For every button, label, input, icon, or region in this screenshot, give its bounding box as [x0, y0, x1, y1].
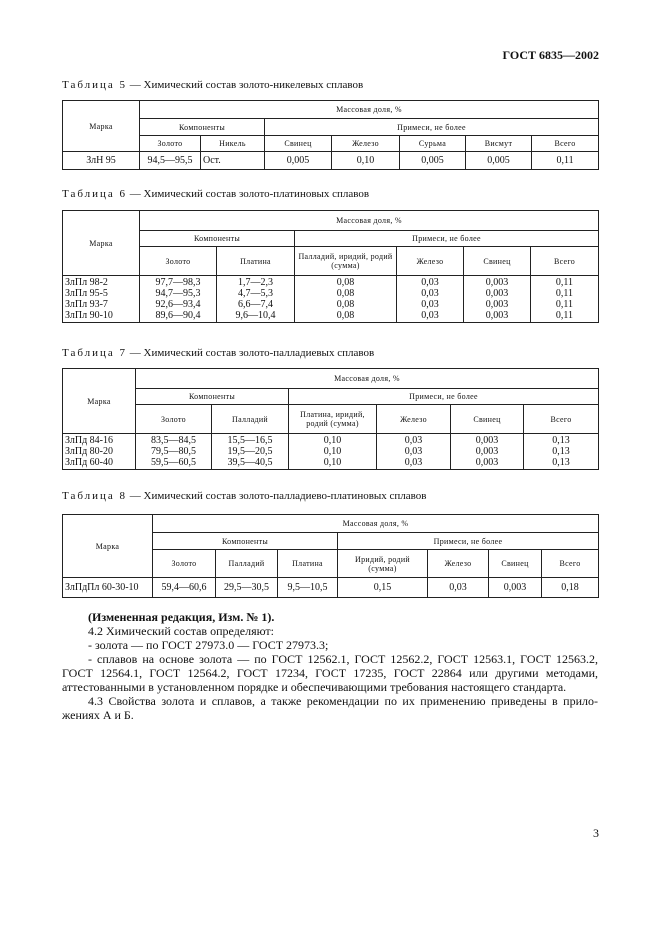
table-cell: 0,03 [421, 310, 439, 321]
table-cell: 0,11 [555, 288, 574, 299]
table-cell: ЗлПл 98-2 [65, 277, 108, 288]
table-cell: 0,03 [428, 578, 489, 598]
table-5-title: — Химический состав золото-никелевых сплавов [129, 79, 364, 91]
table-cell: 0,03 [421, 299, 439, 310]
table-cell: 0,08 [336, 310, 355, 321]
t5-col-header: Сурьма [400, 136, 466, 152]
table-7-label: Таблица 7 [62, 347, 128, 359]
t8-col-header: Иридий, родий (сумма) [338, 550, 428, 578]
t5-col-header: Висмут [466, 136, 532, 152]
document-header: ГОСТ 6835—2002 [502, 48, 599, 62]
table-cell: 0,11 [555, 299, 574, 310]
table-8-title: — Химический состав золото-палладиево-платиновых сплавов [129, 490, 427, 502]
bullet-gold-methods: - золота — по ГОСТ 27973.0 — ГОСТ 27973.3; [88, 638, 329, 652]
table-6-label: Таблица 6 [62, 188, 128, 200]
table-cell: 94,5—95,5 [140, 152, 201, 170]
table-cell: ЗлПдПл 60-30-10 [63, 578, 153, 598]
table-cell: 0,13 [552, 435, 570, 446]
table-cell: 29,5—30,5 [216, 578, 278, 598]
table-cell: 19,5—20,5 [227, 446, 273, 457]
t5-col-header: Свинец [265, 136, 332, 152]
t8-header-impurities: Примеси, не более [338, 533, 599, 550]
page-number: 3 [593, 826, 599, 840]
table-cell: 1,7—2,3 [238, 277, 273, 288]
t6-col-header: Платина [217, 247, 295, 276]
table-cell: 0,003 [475, 457, 499, 468]
paragraph-4-2: 4.2 Химический состав определяют: [88, 624, 275, 638]
table-cell: 0,18 [542, 578, 599, 598]
t5-col-header: Никель [201, 136, 265, 152]
bullet-alloy-methods-line-2: ГОСТ 12564.1, ГОСТ 12564.2, ГОСТ 17234, ГОСТ 17235, ГОСТ 22864 или другими методами, [62, 666, 598, 680]
t6-header-impurities: Примеси, не более [295, 231, 599, 247]
t8-col-header: Золото [153, 550, 216, 578]
table-cell: 0,003 [475, 446, 499, 457]
t6-col-header: Железо [397, 247, 464, 276]
table-cell: ЗлПд 80-20 [65, 446, 114, 457]
table-cell: 0,005 [400, 152, 466, 170]
table-7-caption [62, 347, 374, 359]
table-cell: 0,003 [485, 299, 509, 310]
table-cell: ЗлН 95 [63, 152, 140, 170]
table-cell: 0,11 [532, 152, 599, 170]
table-cell: 0,13 [552, 446, 570, 457]
t5-header-mass: Массовая доля, % [140, 101, 599, 119]
table-cell: 0,03 [404, 446, 423, 457]
table-cell: 0,003 [485, 288, 509, 299]
t7-header-impurities: Примеси, не более [289, 389, 599, 405]
table-cell: 39,5—40,5 [227, 457, 273, 468]
t6-header-mass: Массовая доля, % [140, 211, 599, 231]
table-cell: ЗлПл 95-5 [65, 288, 108, 299]
table-row [63, 578, 599, 598]
table-cell: 0,11 [555, 277, 574, 288]
t5-header-marka: Марка [63, 101, 140, 152]
table-7-title: — Химический состав золото-палладиевых сплавов [129, 347, 375, 359]
table-cell: 0,003 [475, 435, 499, 446]
table-cell: 4,7—5,3 [238, 288, 273, 299]
paragraph-4-3-line-1: 4.3 Свойства золота и сплавов, а также рекомендации по их применению приведены в прило- [88, 694, 598, 708]
table-cell: 6,6—7,4 [238, 299, 273, 310]
t7-header-marka: Марка [63, 369, 136, 434]
table-cell: 0,003 [485, 310, 509, 321]
table-cell: 0,03 [421, 277, 439, 288]
table-row [63, 276, 599, 323]
table-cell: 0,08 [336, 277, 355, 288]
t8-header-marka: Марка [63, 515, 153, 578]
table-cell: 0,003 [485, 277, 509, 288]
table-cell: ЗлПл 90-10 [65, 310, 113, 321]
table-cell: 89,6—90,4 [155, 310, 201, 321]
t6-col-header: Золото [140, 247, 217, 276]
t7-col-header: Всего [524, 405, 599, 434]
table-cell: 0,03 [404, 457, 423, 468]
t8-header-mass: Массовая доля, % [153, 515, 599, 533]
table-cell: 0,005 [265, 152, 332, 170]
bullet-alloy-methods-line-3: аттестованными в установленном порядке и обеспечивающими требования настоящего стандарта. [62, 680, 567, 694]
table-cell: 0,11 [555, 310, 574, 321]
table-6-title: — Химический состав золото-платиновых сплавов [129, 188, 370, 200]
t5-col-header: Золото [140, 136, 201, 152]
amendment-note: (Измененная редакция, Изм. № 1). [88, 610, 275, 624]
bullet-alloy-methods-line-1: - сплавов на основе золота — по ГОСТ 12562.1, ГОСТ 12562.2, ГОСТ 12563.1, ГОСТ 12563.2, [88, 652, 598, 666]
table-cell: 94,7—95,3 [155, 288, 201, 299]
paragraph-4-3-line-2: жениях А и Б. [62, 708, 134, 722]
table-row [63, 152, 599, 170]
table-cell: 0,10 [323, 435, 342, 446]
table-cell: 0,03 [404, 435, 423, 446]
t5-col-header: Железо [332, 136, 400, 152]
table-cell: 97,7—98,3 [155, 277, 201, 288]
t6-header-marka: Марка [63, 211, 140, 276]
t8-col-header: Железо [428, 550, 489, 578]
table-cell: 15,5—16,5 [227, 435, 273, 446]
t5-header-impurities: Примеси, не более [265, 119, 599, 136]
t5-col-header: Всего [532, 136, 599, 152]
t5-header-components: Компоненты [140, 119, 265, 136]
table-6-caption [62, 188, 369, 200]
t8-col-header: Всего [542, 550, 599, 578]
t7-col-header: Палладий [212, 405, 289, 434]
table-cell: 0,10 [323, 446, 342, 457]
t7-header-mass: Массовая доля, % [136, 369, 599, 389]
table-cell: 9,5—10,5 [278, 578, 338, 598]
table-8-label: Таблица 8 [62, 490, 128, 502]
t8-col-header: Палладий [216, 550, 278, 578]
t7-col-header: Платина, иридий, родий (сумма) [289, 405, 377, 434]
table-cell: 0,13 [552, 457, 570, 468]
table-cell: 92,6—93,4 [155, 299, 201, 310]
table-cell: ЗлПд 84-16 [65, 435, 114, 446]
table-cell: 59,4—60,6 [153, 578, 216, 598]
t7-col-header: Золото [136, 405, 212, 434]
table-cell: 0,005 [466, 152, 532, 170]
table-5-caption [62, 79, 363, 91]
table-cell: 9,6—10,4 [235, 310, 276, 321]
table-cell: 83,5—84,5 [151, 435, 196, 446]
t6-col-header: Свинец [464, 247, 531, 276]
t8-col-header: Платина [278, 550, 338, 578]
table-cell: ЗлПд 60-40 [65, 457, 114, 468]
table-cell: 0,08 [336, 299, 355, 310]
table-cell: Ост. [201, 152, 265, 170]
t7-col-header: Свинец [451, 405, 524, 434]
table-cell: 79,5—80,5 [151, 446, 196, 457]
table-cell: ЗлПл 93-7 [65, 299, 108, 310]
t8-col-header: Свинец [489, 550, 542, 578]
table-cell: 59,5—60,5 [151, 457, 196, 468]
t7-col-header: Железо [377, 405, 451, 434]
t6-col-header: Палладий, иридий, родий (сумма) [295, 247, 397, 276]
table-5-label: Таблица 5 [62, 79, 128, 91]
table-cell: 0,03 [421, 288, 439, 299]
table-5 [62, 100, 599, 170]
table-row [63, 434, 599, 470]
table-cell: 0,003 [489, 578, 542, 598]
table-cell: 0,15 [338, 578, 428, 598]
table-8 [62, 514, 599, 598]
table-8-caption [62, 490, 427, 502]
table-7 [62, 368, 599, 470]
table-cell: 0,10 [323, 457, 342, 468]
t8-header-components: Компоненты [153, 533, 338, 550]
t7-header-components: Компоненты [136, 389, 289, 405]
t6-col-header: Всего [531, 247, 599, 276]
t6-header-components: Компоненты [140, 231, 295, 247]
table-cell: 0,08 [336, 288, 355, 299]
table-cell: 0,10 [332, 152, 400, 170]
table-6 [62, 210, 599, 323]
